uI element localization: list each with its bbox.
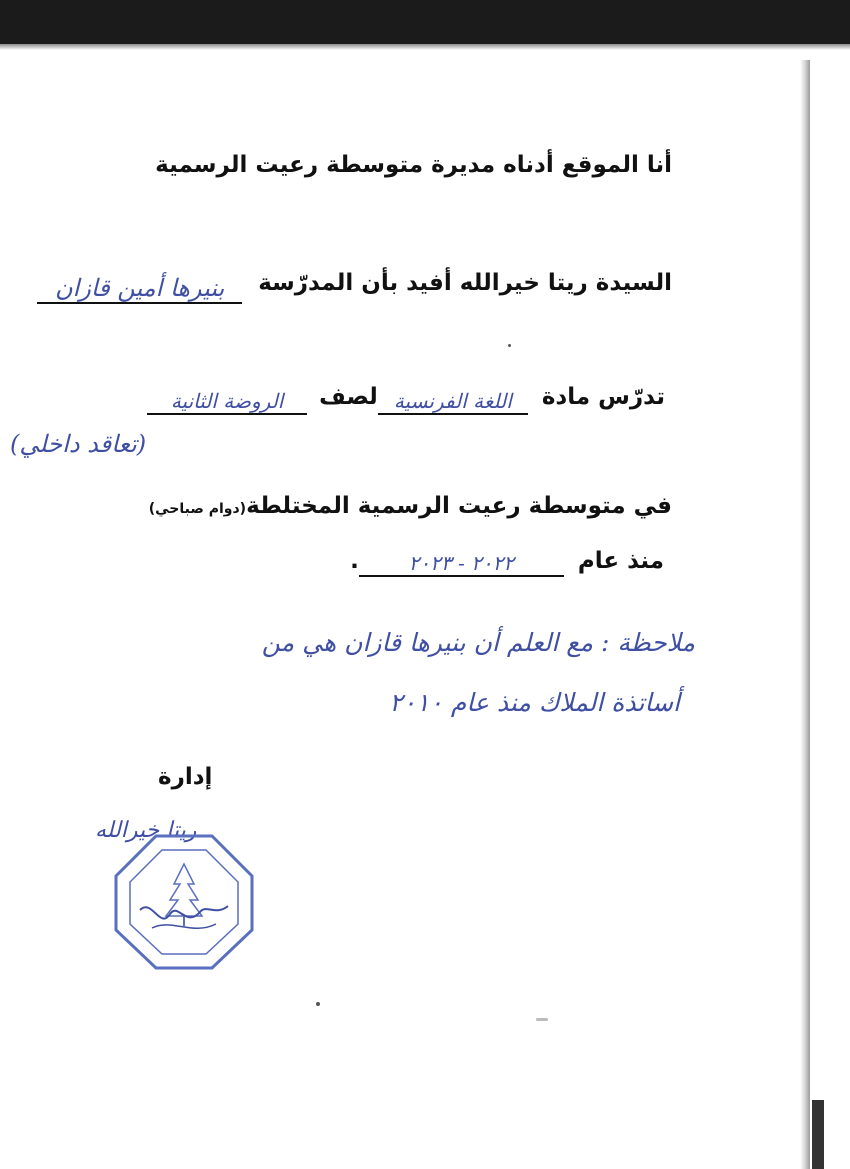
- school-text: في متوسطة رعيت الرسمية المختلطة: [246, 493, 672, 519]
- line-end-dot: .: [350, 548, 359, 574]
- scan-top-edge: [0, 0, 850, 44]
- speck: [508, 344, 511, 347]
- subject-line: [147, 384, 665, 411]
- contract-note-text: (تعاقد داخلي): [10, 430, 147, 458]
- year-field: [359, 551, 564, 577]
- speck: [316, 1002, 320, 1006]
- handwritten-note-line-1: [262, 628, 695, 657]
- note-line-2: أساتذة الملاك منذ عام ٢٠١٠: [389, 688, 680, 717]
- contract-note: [10, 430, 146, 458]
- shift-note: (دوام صباحي): [148, 501, 247, 517]
- subject-value: اللغة الفرنسية: [393, 389, 512, 413]
- administration-text: إدارة: [158, 764, 213, 790]
- scan-right-edge: [800, 60, 810, 1169]
- teacher-line: [37, 268, 672, 302]
- handwritten-note-line-2: [389, 688, 680, 717]
- scan-corner-edge: [812, 1100, 824, 1169]
- teacher-name: بنيرها أمين قازان: [55, 274, 225, 302]
- speck: [536, 1018, 548, 1021]
- year-line: [350, 548, 664, 575]
- document-heading-line: [155, 152, 672, 178]
- school-stamp: [112, 832, 256, 972]
- since-year-text: منذ عام: [577, 548, 664, 574]
- class-field: [147, 389, 307, 415]
- administration-label: [158, 764, 212, 790]
- certify-text: السيدة ريتا خيرالله أفيد بأن المدرّسة: [258, 270, 672, 296]
- stamp-octagon: [116, 836, 252, 968]
- class-label: لصف: [319, 384, 378, 410]
- class-value: الروضة الثانية: [170, 389, 284, 413]
- subject-field: [378, 389, 528, 415]
- teacher-name-field: [37, 274, 242, 304]
- school-line: [149, 493, 672, 519]
- intro-text: أنا الموقع أدناه مديرة متوسطة رعيت الرسمية: [155, 152, 672, 178]
- note-line-1: ملاحظة : مع العلم أن بنيرها قازان هي من: [261, 628, 695, 657]
- teaches-subject-text: تدرّس مادة: [541, 384, 665, 410]
- scan-top-shadow: [0, 44, 850, 50]
- year-value: ٢٠٢٢ - ٢٠٢٣: [408, 551, 515, 575]
- signature-name-text: ريتا خيرالله: [95, 818, 197, 843]
- cedar-icon: [166, 864, 202, 916]
